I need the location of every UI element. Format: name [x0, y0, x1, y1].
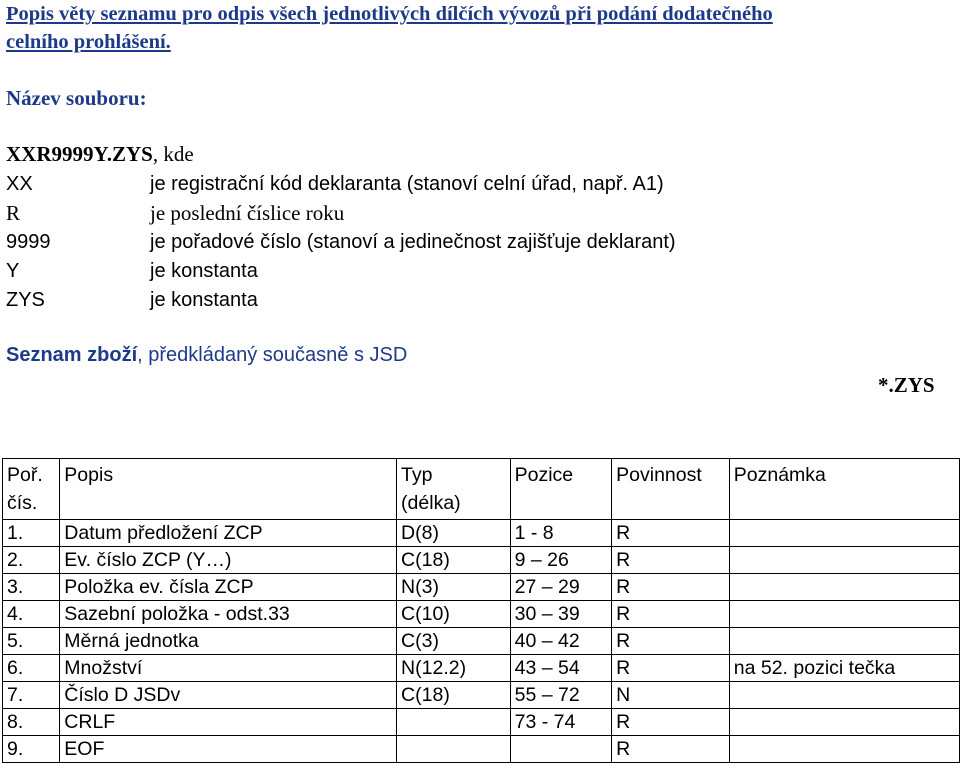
- filename-pattern: XXR9999Y.ZYS: [6, 142, 153, 166]
- cell-note: [729, 628, 959, 655]
- cell-requirement: R: [612, 736, 730, 763]
- cell-note: [729, 736, 959, 763]
- cell-requirement: R: [612, 520, 730, 547]
- cell-description: Množství: [60, 655, 397, 682]
- cell-requirement: R: [612, 655, 730, 682]
- definition-value: je pořadové číslo (stanoví a jedinečnost zajišťuje deklarant): [150, 231, 676, 253]
- cell-note: [729, 547, 959, 574]
- cell-position: 40 – 42: [510, 628, 612, 655]
- cell-type: [397, 709, 511, 736]
- cell-position: 43 – 54: [510, 655, 612, 682]
- definition-row: [6, 257, 258, 285]
- table-row: [3, 628, 960, 655]
- table-row: [3, 520, 960, 547]
- file-extension: *.ZYS: [878, 373, 935, 397]
- cell-number: 1.: [3, 520, 60, 547]
- definition-key: XX: [6, 173, 33, 195]
- cell-requirement: R: [612, 709, 730, 736]
- section-heading-rest: , předkládaný současně s JSD: [137, 344, 408, 366]
- cell-note: [729, 709, 959, 736]
- definition-row: [6, 286, 258, 314]
- cell-number: 5.: [3, 628, 60, 655]
- table-row: [3, 655, 960, 682]
- cell-number: 7.: [3, 682, 60, 709]
- cell-number: 6.: [3, 655, 60, 682]
- header-type: Typ (délka): [397, 459, 511, 520]
- cell-position: 73 - 74: [510, 709, 612, 736]
- definition-key: ZYS: [6, 289, 45, 311]
- definition-value: je konstanta: [150, 260, 258, 282]
- definition-key: 9999: [6, 231, 51, 253]
- cell-note: [729, 682, 959, 709]
- cell-type: C(18): [397, 547, 511, 574]
- table-row: [3, 574, 960, 601]
- cell-requirement: R: [612, 574, 730, 601]
- cell-type: C(18): [397, 682, 511, 709]
- table-row: [3, 709, 960, 736]
- cell-description: Položka ev. čísla ZCP: [60, 574, 397, 601]
- cell-type: C(10): [397, 601, 511, 628]
- header-position: Pozice: [510, 459, 612, 520]
- cell-position: 30 – 39: [510, 601, 612, 628]
- cell-description: Datum předložení ZCP: [60, 520, 397, 547]
- definition-key: R: [6, 201, 21, 225]
- cell-number: 8.: [3, 709, 60, 736]
- definition-value: je poslední číslice roku: [150, 201, 345, 225]
- record-layout-table: [2, 458, 960, 763]
- cell-note: [729, 601, 959, 628]
- table-row: [3, 601, 960, 628]
- cell-position: 1 - 8: [510, 520, 612, 547]
- cell-number: 3.: [3, 574, 60, 601]
- header-description: Popis: [60, 459, 397, 520]
- cell-note: [729, 574, 959, 601]
- definition-key: Y: [6, 260, 20, 282]
- cell-position: 27 – 29: [510, 574, 612, 601]
- table-row: [3, 547, 960, 574]
- section-heading-bold: Seznam zboží: [6, 344, 138, 366]
- cell-type: D(8): [397, 520, 511, 547]
- filename-line: [6, 142, 194, 167]
- definition-value: je konstanta: [150, 289, 258, 311]
- cell-description: Sazební položka - odst.33: [60, 601, 397, 628]
- definition-value: je registrační kód deklaranta (stanoví celní úřad, např. A1): [150, 173, 664, 195]
- cell-number: 2.: [3, 547, 60, 574]
- cell-requirement: R: [612, 601, 730, 628]
- cell-type: [397, 736, 511, 763]
- definition-row: [6, 199, 344, 227]
- cell-description: Číslo D JSDv: [60, 682, 397, 709]
- table-row: [3, 736, 960, 763]
- document-title-line1: Popis věty seznamu pro odpis všech jednotlivých dílčích vývozů při podání dodatečného: [6, 3, 773, 25]
- cell-number: 4.: [3, 601, 60, 628]
- cell-type: C(3): [397, 628, 511, 655]
- cell-description: Ev. číslo ZCP (Y…): [60, 547, 397, 574]
- header-number: Poř. čís.: [3, 459, 60, 520]
- document-title-line2: celního prohlášení.: [6, 31, 171, 53]
- cell-requirement: R: [612, 628, 730, 655]
- table-row: [3, 682, 960, 709]
- cell-note: [729, 520, 959, 547]
- cell-requirement: N: [612, 682, 730, 709]
- definition-row: [6, 170, 664, 198]
- cell-position: 9 – 26: [510, 547, 612, 574]
- cell-requirement: R: [612, 547, 730, 574]
- filename-label: Název souboru:: [6, 86, 147, 110]
- cell-description: Měrná jednotka: [60, 628, 397, 655]
- header-note: Poznámka: [729, 459, 959, 520]
- cell-type: N(3): [397, 574, 511, 601]
- cell-position: 55 – 72: [510, 682, 612, 709]
- cell-description: CRLF: [60, 709, 397, 736]
- cell-position: [510, 736, 612, 763]
- definition-row: [6, 228, 676, 256]
- table-header-row: [3, 459, 960, 520]
- header-requirement: Povinnost: [612, 459, 730, 520]
- cell-description: EOF: [60, 736, 397, 763]
- cell-number: 9.: [3, 736, 60, 763]
- filename-suffix: , kde: [152, 142, 194, 166]
- section-heading: [6, 344, 407, 367]
- cell-note: na 52. pozici tečka: [729, 655, 959, 682]
- cell-type: N(12.2): [397, 655, 511, 682]
